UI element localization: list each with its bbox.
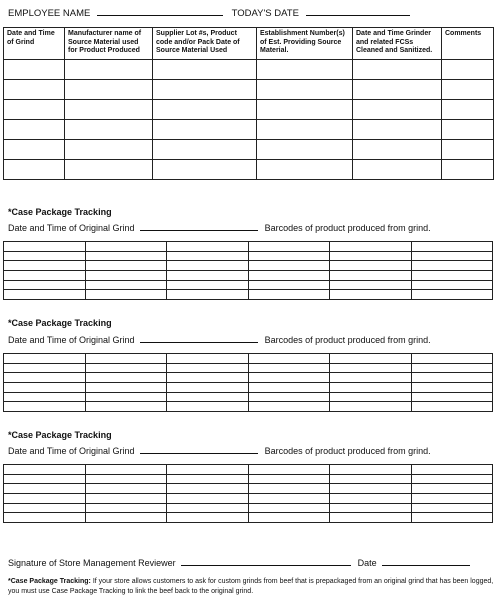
barcode-cell[interactable]	[330, 280, 412, 290]
barcode-cell[interactable]	[85, 271, 167, 281]
original-grind-field-1[interactable]	[140, 221, 258, 231]
log-cell[interactable]	[153, 120, 257, 140]
col-comments: Comments	[442, 28, 494, 60]
barcode-cell[interactable]	[248, 474, 330, 484]
barcode-cell[interactable]	[330, 251, 412, 261]
log-cell[interactable]	[4, 120, 65, 140]
barcode-cell[interactable]	[330, 373, 412, 383]
barcode-cell[interactable]	[411, 271, 493, 281]
log-cell[interactable]	[442, 120, 494, 140]
barcode-row	[4, 513, 493, 523]
barcode-cell[interactable]	[330, 474, 412, 484]
barcode-cell[interactable]	[167, 465, 249, 475]
log-cell[interactable]	[4, 140, 65, 160]
footnote	[8, 577, 494, 597]
log-cell[interactable]	[257, 80, 353, 100]
barcode-cell[interactable]	[248, 383, 330, 393]
log-row	[4, 80, 494, 100]
barcode-cell[interactable]	[248, 251, 330, 261]
barcode-cell[interactable]	[330, 354, 412, 364]
original-grind-label-2: Date and Time of Original Grind	[8, 335, 135, 345]
log-cell[interactable]	[4, 80, 65, 100]
barcode-cell[interactable]	[85, 290, 167, 300]
barcode-cell[interactable]	[167, 484, 249, 494]
barcode-cell[interactable]	[4, 503, 86, 513]
signature-line	[8, 556, 470, 568]
log-cell[interactable]	[257, 140, 353, 160]
barcode-cell[interactable]	[167, 271, 249, 281]
case-tracking-title-2: *Case Package Tracking	[8, 318, 112, 328]
case-tracking-title-1: *Case Package Tracking	[8, 207, 112, 217]
barcode-cell[interactable]	[85, 494, 167, 504]
barcode-cell[interactable]	[330, 503, 412, 513]
barcode-cell[interactable]	[248, 280, 330, 290]
barcode-cell[interactable]	[330, 465, 412, 475]
barcode-row	[4, 373, 493, 383]
barcode-cell[interactable]	[248, 465, 330, 475]
barcode-cell[interactable]	[167, 383, 249, 393]
barcode-cell[interactable]	[248, 402, 330, 412]
log-row	[4, 120, 494, 140]
original-grind-field-2[interactable]	[140, 333, 258, 343]
barcode-cell[interactable]	[411, 242, 493, 252]
barcode-cell[interactable]	[248, 290, 330, 300]
barcode-cell[interactable]	[4, 513, 86, 523]
barcode-cell[interactable]	[248, 494, 330, 504]
barcode-cell[interactable]	[167, 251, 249, 261]
log-cell[interactable]	[353, 80, 442, 100]
log-cell[interactable]	[442, 140, 494, 160]
footnote-text: If your store allows customers to ask for custom grinds from beef that is prepackaged from an original grind that has been logged, you must use Case Package Tracking to link the beef back to the original grind.	[8, 578, 494, 595]
barcode-cell[interactable]	[167, 392, 249, 402]
barcode-cell[interactable]	[411, 465, 493, 475]
barcode-row	[4, 251, 493, 261]
log-cell[interactable]	[257, 100, 353, 120]
barcode-cell[interactable]	[85, 484, 167, 494]
barcodes-label-1: Barcodes of product produced from grind.	[264, 223, 431, 233]
barcode-cell[interactable]	[85, 402, 167, 412]
barcode-cell[interactable]	[330, 242, 412, 252]
barcode-cell[interactable]	[85, 392, 167, 402]
barcode-cell[interactable]	[411, 251, 493, 261]
log-cell[interactable]	[4, 160, 65, 180]
barcode-cell[interactable]	[411, 402, 493, 412]
log-cell[interactable]	[353, 120, 442, 140]
barcode-cell[interactable]	[248, 484, 330, 494]
barcode-cell[interactable]	[85, 280, 167, 290]
original-grind-label-3: Date and Time of Original Grind	[8, 446, 135, 456]
original-grind-line-1	[8, 221, 431, 233]
barcode-cell[interactable]	[4, 373, 86, 383]
col-supplier-lot: Supplier Lot #s, Product code and/or Pack Date of Source Material Used	[153, 28, 257, 60]
original-grind-label-1: Date and Time of Original Grind	[8, 223, 135, 233]
barcode-cell[interactable]	[167, 280, 249, 290]
barcode-cell[interactable]	[248, 503, 330, 513]
barcode-cell[interactable]	[4, 484, 86, 494]
signature-date-field[interactable]	[382, 556, 470, 566]
barcode-cell[interactable]	[411, 290, 493, 300]
barcode-row	[4, 494, 493, 504]
log-cell[interactable]	[153, 80, 257, 100]
log-cell[interactable]	[353, 140, 442, 160]
barcode-row	[4, 503, 493, 513]
case-tracking-title-3: *Case Package Tracking	[8, 430, 112, 440]
barcode-row	[4, 484, 493, 494]
barcode-row	[4, 465, 493, 475]
log-cell[interactable]	[65, 80, 153, 100]
todays-date-field[interactable]	[306, 6, 410, 16]
barcode-cell[interactable]	[411, 503, 493, 513]
barcode-row	[4, 354, 493, 364]
barcode-cell[interactable]	[4, 392, 86, 402]
barcode-row	[4, 402, 493, 412]
barcode-cell[interactable]	[330, 513, 412, 523]
barcode-cell[interactable]	[4, 363, 86, 373]
barcode-cell[interactable]	[167, 242, 249, 252]
barcode-cell[interactable]	[167, 373, 249, 383]
barcode-cell[interactable]	[85, 242, 167, 252]
barcode-cell[interactable]	[411, 392, 493, 402]
barcode-cell[interactable]	[411, 513, 493, 523]
reviewer-signature-label: Signature of Store Management Reviewer	[8, 558, 176, 568]
barcode-cell[interactable]	[330, 261, 412, 271]
barcode-cell[interactable]	[4, 383, 86, 393]
log-row	[4, 100, 494, 120]
barcode-row	[4, 271, 493, 281]
barcode-cell[interactable]	[248, 392, 330, 402]
reviewer-signature-field[interactable]	[181, 556, 351, 566]
barcode-cell[interactable]	[167, 474, 249, 484]
barcode-cell[interactable]	[411, 354, 493, 364]
original-grind-line-3	[8, 444, 431, 456]
original-grind-line-2	[8, 333, 431, 345]
barcode-cell[interactable]	[167, 513, 249, 523]
log-cell[interactable]	[353, 100, 442, 120]
barcode-cell[interactable]	[411, 383, 493, 393]
grind-log-table	[3, 27, 494, 180]
barcode-cell[interactable]	[85, 513, 167, 523]
log-cell[interactable]	[257, 160, 353, 180]
barcode-cell[interactable]	[248, 271, 330, 281]
signature-date-label: Date	[357, 558, 377, 568]
barcode-grid-1	[3, 241, 493, 300]
barcode-cell[interactable]	[411, 280, 493, 290]
barcode-cell[interactable]	[4, 465, 86, 475]
barcode-cell[interactable]	[167, 290, 249, 300]
barcode-cell[interactable]	[167, 503, 249, 513]
barcode-cell[interactable]	[167, 261, 249, 271]
barcode-cell[interactable]	[4, 271, 86, 281]
log-cell[interactable]	[442, 60, 494, 80]
col-cleaned-sanitized: Date and Time Grinder and related FCSs Cleaned and Sanitized.	[353, 28, 442, 60]
barcode-cell[interactable]	[411, 261, 493, 271]
log-cell[interactable]	[442, 80, 494, 100]
footnote-heading: *Case Package Tracking:	[8, 578, 91, 585]
barcode-cell[interactable]	[330, 402, 412, 412]
barcode-row	[4, 363, 493, 373]
log-cell[interactable]	[153, 160, 257, 180]
barcode-cell[interactable]	[411, 484, 493, 494]
barcode-cell[interactable]	[85, 354, 167, 364]
log-cell[interactable]	[257, 60, 353, 80]
barcode-cell[interactable]	[4, 474, 86, 484]
barcode-cell[interactable]	[411, 373, 493, 383]
barcode-cell[interactable]	[167, 363, 249, 373]
barcode-cell[interactable]	[85, 465, 167, 475]
barcode-cell[interactable]	[85, 363, 167, 373]
form-header	[8, 6, 410, 19]
log-row	[4, 160, 494, 180]
log-cell[interactable]	[4, 100, 65, 120]
barcode-row	[4, 290, 493, 300]
log-cell[interactable]	[257, 120, 353, 140]
log-cell[interactable]	[153, 140, 257, 160]
barcode-cell[interactable]	[4, 242, 86, 252]
barcode-cell[interactable]	[4, 280, 86, 290]
employee-name-label: EMPLOYEE NAME	[8, 8, 91, 19]
barcode-cell[interactable]	[248, 363, 330, 373]
barcode-row	[4, 474, 493, 484]
barcode-cell[interactable]	[248, 354, 330, 364]
log-row	[4, 60, 494, 80]
log-cell[interactable]	[65, 160, 153, 180]
log-cell[interactable]	[65, 140, 153, 160]
barcode-cell[interactable]	[330, 494, 412, 504]
barcode-cell[interactable]	[411, 363, 493, 373]
barcode-cell[interactable]	[411, 494, 493, 504]
col-manufacturer: Manufacturer name of Source Material used for Product Produced	[65, 28, 153, 60]
barcode-cell[interactable]	[167, 494, 249, 504]
log-cell[interactable]	[442, 100, 494, 120]
log-row	[4, 140, 494, 160]
barcode-grid-2	[3, 353, 493, 412]
barcode-cell[interactable]	[330, 392, 412, 402]
barcode-cell[interactable]	[248, 513, 330, 523]
barcode-cell[interactable]	[4, 251, 86, 261]
log-cell[interactable]	[442, 160, 494, 180]
barcodes-label-2: Barcodes of product produced from grind.	[264, 335, 431, 345]
barcode-cell[interactable]	[4, 261, 86, 271]
barcode-cell[interactable]	[248, 261, 330, 271]
barcode-row	[4, 383, 493, 393]
log-cell[interactable]	[65, 120, 153, 140]
barcode-cell[interactable]	[85, 503, 167, 513]
barcodes-label-3: Barcodes of product produced from grind.	[264, 446, 431, 456]
barcode-cell[interactable]	[85, 383, 167, 393]
barcode-cell[interactable]	[167, 354, 249, 364]
log-cell[interactable]	[153, 100, 257, 120]
log-cell[interactable]	[65, 100, 153, 120]
log-cell[interactable]	[4, 60, 65, 80]
log-cell[interactable]	[353, 60, 442, 80]
barcode-cell[interactable]	[4, 290, 86, 300]
log-cell[interactable]	[65, 60, 153, 80]
barcode-row	[4, 392, 493, 402]
original-grind-field-3[interactable]	[140, 444, 258, 454]
barcode-row	[4, 280, 493, 290]
barcode-cell[interactable]	[85, 261, 167, 271]
barcode-cell[interactable]	[85, 251, 167, 261]
barcode-cell[interactable]	[330, 363, 412, 373]
col-date-time-grind: Date and Time of Grind	[4, 28, 65, 60]
barcode-cell[interactable]	[4, 402, 86, 412]
barcode-row	[4, 242, 493, 252]
barcode-cell[interactable]	[248, 242, 330, 252]
barcode-cell[interactable]	[248, 373, 330, 383]
barcode-cell[interactable]	[85, 373, 167, 383]
barcode-cell[interactable]	[4, 354, 86, 364]
barcode-grid-3	[3, 464, 493, 523]
barcode-cell[interactable]	[330, 484, 412, 494]
barcode-cell[interactable]	[4, 494, 86, 504]
barcode-cell[interactable]	[330, 383, 412, 393]
todays-date-label: TODAY'S DATE	[231, 8, 299, 19]
log-cell[interactable]	[353, 160, 442, 180]
barcode-cell[interactable]	[330, 290, 412, 300]
barcode-row	[4, 261, 493, 271]
barcode-cell[interactable]	[85, 474, 167, 484]
barcode-cell[interactable]	[411, 474, 493, 484]
barcode-cell[interactable]	[330, 271, 412, 281]
col-establishment: Establishment Number(s) of Est. Providing Source Material.	[257, 28, 353, 60]
log-cell[interactable]	[153, 60, 257, 80]
barcode-cell[interactable]	[167, 402, 249, 412]
employee-name-field[interactable]	[97, 6, 223, 16]
